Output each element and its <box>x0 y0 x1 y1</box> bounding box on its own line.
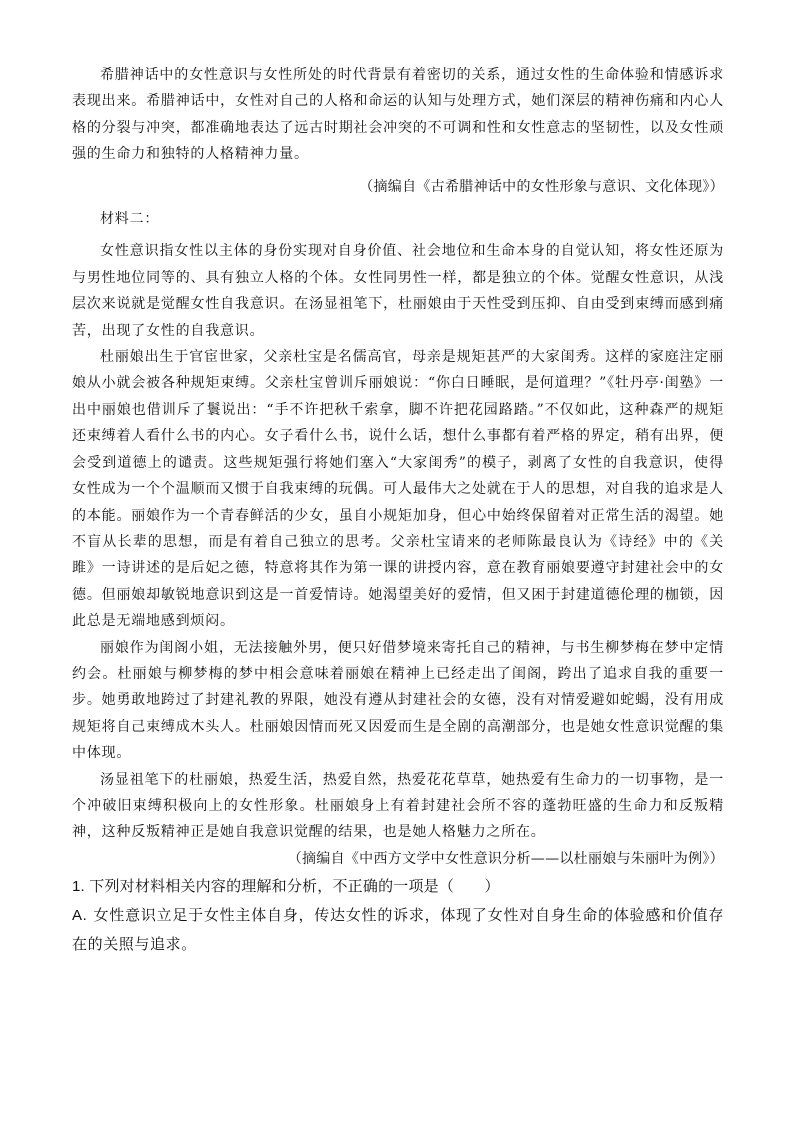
document-page <box>72 62 724 959</box>
paragraph-2: 杜丽娘出生于官宦世家，父亲杜宝是名儒高官，母亲是规矩甚严的大家闺秀。这样的家庭注定丽娘从小就会被各种规矩束缚。父亲杜宝曾训斥丽娘说：“你白日睡眠，是何道理？”《牡丹亭·闺塾》一出中丽娘也借训斥了鬟说出：“手不许把秋千索拿，脚不许把花园路踏。”不仅如此，这种森严的规矩还束缚着人看什么书的内心。女子看什么书，说什么话，想什么事都有着严格的界定，稍有出界，便会受到道德上的谴责。这些规矩强行将她们塞入“大家闺秀”的模子，剥离了女性的自我意识，使得女性成为一个个温顺而又惯于自我束缚的玩偶。可人最伟大之处就在于人的思想，对自我的追求是人的本能。丽娘作为一个青春鲜活的少女，虽自小规矩加身，但心中始终保留着对正常生活的渴望。她不盲从长辈的思想，而是有着自己独立的思考。父亲杜宝请来的老师陈最良认为《诗经》中的《关雎》一诗讲述的是后妃之德，特意将其作为第一课的讲授内容，意在教育丽娘要遵守封建社会中的女德。但丽娘却敏锐地意识到这是一首爱情诗。她渴望美好的爱情，但又困于封建道德伦理的枷锁，因此总是无端地感到烦闷。 <box>72 349 724 630</box>
option-a <box>72 901 724 959</box>
material-2-heading: 材料二： <box>100 211 160 228</box>
option-a-text: 女性意识立足于女性主体自身，传达女性的诉求，体现了女性对自身生命的体验感和价值存在的关照与追求。 <box>72 907 724 954</box>
paragraph-3: 丽娘作为闺阁小姐，无法接触外男，便只好借梦境来寄托自己的精神，与书生柳梦梅在梦中定情约会。杜丽娘与柳梦梅的梦中相会意味着丽娘在精神上已经走出了闺阁，跨出了追求自我的重要一步。她勇敢地跨过了封建礼教的界限，她没有遵从封建社会的女德，没有对情爱避如蛇蝎，没有用成规矩将自己束缚成木头人。杜丽娘因情而死又因爱而生是全剧的高潮部分，也是她女性意识觉醒的集中体现。 <box>72 639 724 762</box>
paragraph-1: 女性意识指女性以主体的身份实现对自身价值、社会地位和生命本身的自觉认知，将女性还原为与男性地位同等的、具有独立人格的个体。女性同男性一样，都是独立的个体。觉醒女性意识，从浅层次来说就是觉醒女性自我意识。在汤显祖笔下，杜丽娘由于天性受到压抑、自由受到束缚而感到痛苦，出现了女性的自我意识。 <box>72 243 724 339</box>
option-a-letter: A. <box>72 907 88 925</box>
paragraph-intro: 希腊神话中的女性意识与女性所处的时代背景有着密切的关系，通过女性的生命体验和情感诉求表现出来。希腊神话中，女性对自己的人格和命运的认知与处理方式，她们深层的精神伤痛和内心人格的分裂与冲突，都准确地表达了远古时期社会冲突的不可调和性和女性意志的坚韧性，以及女性顽强的生命力和独特的人格精神力量。 <box>72 67 724 163</box>
source-citation-1: （摘编自《古希腊神话中的女性形象与意识、文化体现》） <box>359 178 724 195</box>
paragraph-4: 汤显祖笔下的杜丽娘，热爱生活，热爱自然，热爱花花草草，她热爱有生命力的一切事物，是一个冲破旧束缚积极向上的女性形象。杜丽娘身上有着封建社会所不容的蓬勃旺盛的生命力和反叛精神，这种反叛精神正是她自我意识觉醒的结果，也是她人格魅力之所在。 <box>72 771 724 841</box>
question-stem: 1. 下列对材料相关内容的理解和分析，不正确的一项是（ ） <box>72 878 500 896</box>
source-citation-2: （摘编自《中西方文学中女性意识分析——以杜丽娘与朱丽叶为例》） <box>287 850 724 867</box>
